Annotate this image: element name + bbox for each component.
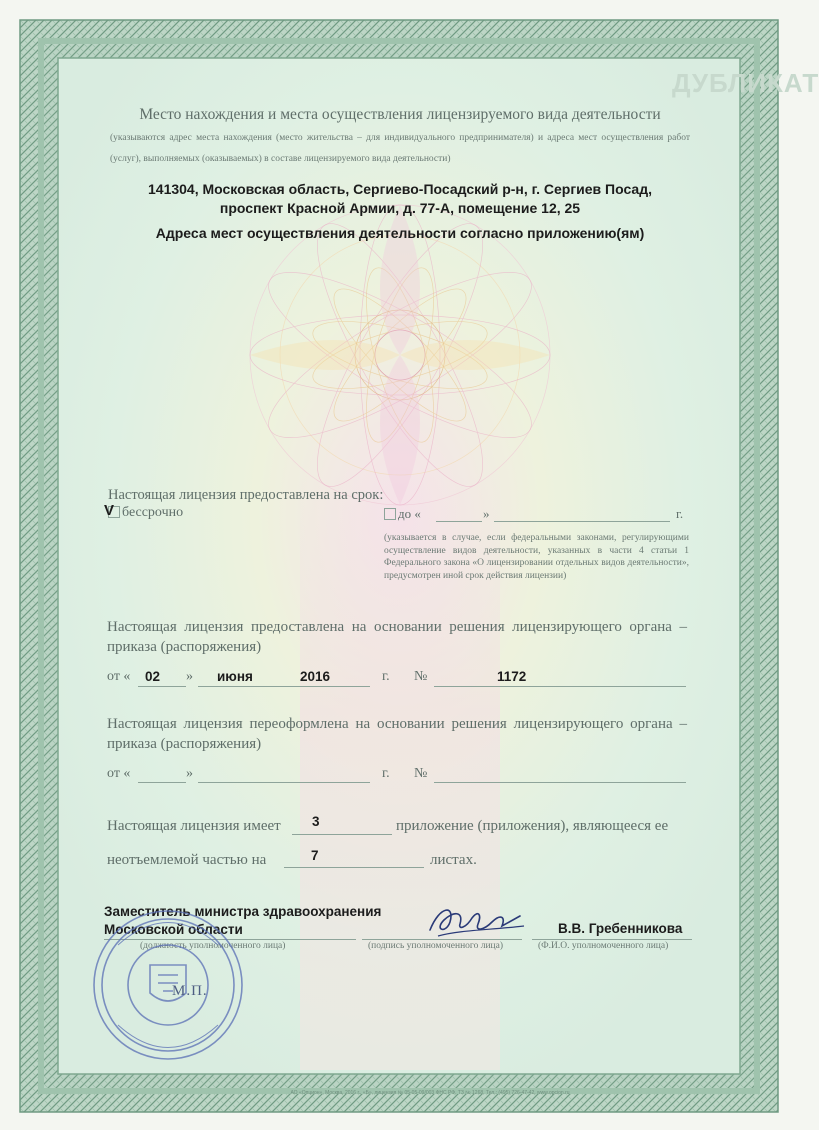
basis-number-line bbox=[434, 686, 686, 687]
until-year-suffix: г. bbox=[676, 506, 684, 521]
indefinite-label: бессрочно bbox=[122, 505, 184, 520]
reissue-close-quote: » bbox=[186, 766, 193, 781]
appendix-sheets-before: неотъемлемой частью на bbox=[107, 852, 267, 868]
basis-day-line bbox=[138, 686, 186, 687]
basis-no-label: № bbox=[414, 669, 428, 684]
reissue-no-label: № bbox=[414, 766, 428, 781]
name-caption: (Ф.И.О. уполномоченного лица) bbox=[538, 941, 669, 951]
indefinite-check-mark: V bbox=[104, 502, 115, 519]
position-caption: (должность уполномоченного лица) bbox=[140, 941, 286, 951]
reissue-from-label: от « bbox=[107, 766, 131, 781]
basis-year: 2016 bbox=[300, 669, 331, 684]
basis-day: 02 bbox=[145, 669, 161, 684]
stamp-mark: М.П. bbox=[172, 983, 208, 999]
basis-number: 1172 bbox=[497, 669, 527, 684]
appendix-sheets-after: листах. bbox=[430, 852, 477, 868]
duplicate-watermark-text: ДУБЛИКАТ bbox=[672, 68, 819, 98]
printer-imprint: АО «Опцион», Москва, 2016 г., «Б», лицензия № 05-05-09/003 ФНС РФ, ТЗ № 1268, Тел.: (495) 726-47-42, www.opcion.ru bbox=[290, 1090, 570, 1096]
basis-year-suffix: г. bbox=[382, 669, 390, 684]
signer-position-line-2: Московской области bbox=[104, 922, 243, 937]
term-heading: Настоящая лицензия предоставлена на срок: bbox=[108, 487, 384, 503]
reissue-number-line bbox=[434, 782, 686, 783]
appendix-text-after: приложение (приложения), являющееся ее bbox=[396, 818, 669, 834]
until-date-line bbox=[494, 521, 670, 522]
signature-caption: (подпись уполномоченного лица) bbox=[368, 941, 504, 951]
basis-from-label: от « bbox=[107, 669, 131, 684]
appendix-count-line bbox=[292, 834, 392, 835]
until-close-quote: » bbox=[483, 506, 490, 521]
official-stamp bbox=[88, 905, 248, 1065]
until-checkbox bbox=[384, 508, 396, 520]
location-heading: Место нахождения и места осуществления лицензируемого вида деятельности bbox=[139, 106, 661, 123]
basis-text: Настоящая лицензия предоставлена на основании решения лицензирующего органа – приказа (распоряжения) bbox=[107, 619, 687, 655]
address-line-1: 141304, Московская область, Сергиево-Посадский р-н, г. Сергиев Посад, bbox=[148, 181, 652, 197]
basis-month: июня bbox=[217, 669, 253, 684]
appendix-count: 3 bbox=[312, 814, 320, 829]
appendix-text-before: Настоящая лицензия имеет bbox=[107, 818, 281, 834]
reissue-text: Настоящая лицензия переоформлена на основании решения лицензирующего органа – приказа (распоряжения) bbox=[107, 716, 687, 752]
appendix-sheets: 7 bbox=[311, 848, 319, 863]
until-day-line bbox=[436, 521, 482, 522]
reissue-year-suffix: г. bbox=[382, 766, 390, 781]
appendix-sheets-line bbox=[284, 867, 424, 868]
reissue-day-line bbox=[138, 782, 186, 783]
signer-name: В.В. Гребенникова bbox=[558, 921, 683, 936]
signer-position-line-1: Заместитель министра здравоохранения bbox=[104, 904, 382, 919]
term-note: (указывается в случае, если федеральными законами, регулирующими осуществление видов деятельности, указанных в части 4 статьи 1 Федерального закона «О лицензировании отдельных видов деятельности», предусмотрен иной срок действия лицензии) bbox=[384, 533, 689, 581]
address-line-2: проспект Красной Армии, д. 77-А, помещение 12, 25 bbox=[219, 200, 581, 216]
reissue-month-year-line bbox=[198, 782, 370, 783]
basis-month-year-line bbox=[198, 686, 370, 687]
basis-close-quote: » bbox=[186, 669, 193, 684]
until-prefix: до « bbox=[398, 506, 421, 521]
places-note: Адреса мест осуществления деятельности согласно приложению(ям) bbox=[155, 225, 645, 241]
location-hint: (указываются адрес места нахождения (место жительства – для индивидуального предпринимателя) и адреса мест осуществления работ (услуг), выполняемых (оказываемых) в составе лицензируемого вида деятельности) bbox=[110, 133, 690, 164]
